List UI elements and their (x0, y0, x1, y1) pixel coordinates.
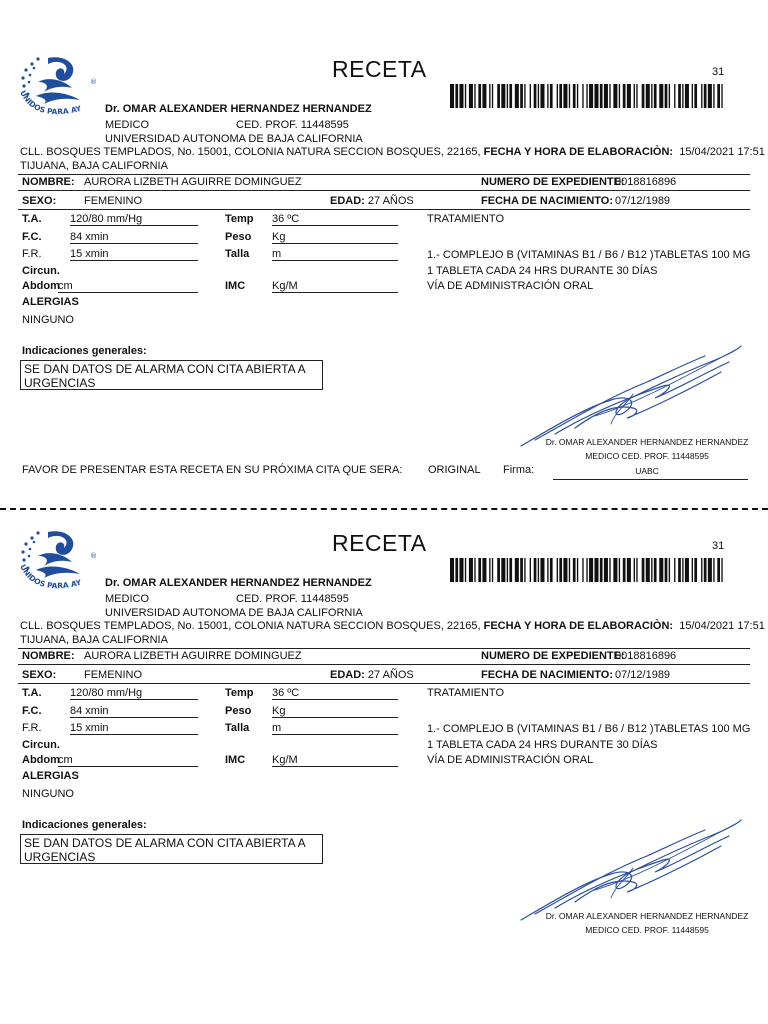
barcode-bar (674, 558, 675, 582)
tratamiento-line-2: 1 TABLETA CADA 24 HRS DURANTE 30 DÍAS (427, 739, 658, 751)
barcode-bar (713, 84, 714, 108)
sexo-value: FEMENINO (84, 669, 143, 681)
barcode-bar (665, 84, 668, 108)
tratamiento-line-1: 1.- COMPLEJO B (VITAMINAS B1 / B6 / B12 )TABLETAS 100 MG (427, 723, 751, 735)
barcode-bar (569, 558, 570, 582)
barcode-bar (582, 558, 583, 582)
peso-label: Peso (225, 705, 252, 717)
barcode-bar (530, 84, 531, 108)
barcode-bar (563, 558, 567, 582)
expediente-value: 0018816896 (615, 176, 677, 188)
barcode-bar (609, 84, 610, 108)
edad-label: EDAD: (330, 195, 365, 207)
barcode-bar (459, 558, 463, 582)
edad-value: 27 AÑOS (367, 195, 414, 207)
circun-label: Circun. (22, 265, 60, 277)
peso-value: Kg (272, 231, 398, 244)
nombre-value: AURORA LIZBETH AGUIRRE DOMINGUEZ (84, 650, 302, 662)
talla-value: m (272, 722, 398, 735)
barcode-bar (559, 84, 562, 108)
barcode-bar (530, 558, 531, 582)
ced-prof: CED. PROF. 11448595 (236, 593, 349, 605)
barcode-bar (582, 84, 583, 108)
barcode-bar (694, 558, 697, 582)
prescription-original (0, 0, 768, 480)
barcode-bar (600, 84, 603, 108)
doctor-name: Dr. OMAR ALEXANDER HERNANDEZ HERNANDEZ (105, 577, 372, 589)
barcode (450, 558, 724, 582)
barcode-bar (704, 558, 707, 582)
barcode-bar (538, 558, 539, 582)
barcode-bar (515, 84, 519, 108)
talla-label: Talla (225, 722, 250, 734)
barcode-bar (604, 84, 608, 108)
university: UNIVERSIDAD AUTONOMA DE BAJA CALIFORNIA (105, 607, 363, 619)
peso-label: Peso (225, 231, 252, 243)
barcode-bar (469, 558, 473, 582)
signature-org: UABC (635, 466, 659, 476)
fecha-value: 15/04/2021 17:51 (679, 146, 765, 158)
barcode-bar (577, 558, 578, 582)
barcode-bar (642, 84, 645, 108)
signature-ced: MEDICO CED. PROF. 11448595 (585, 451, 709, 461)
barcode-bar (654, 558, 657, 582)
ta-label: T.A. (22, 687, 42, 699)
barcode (450, 84, 724, 108)
address-line (20, 620, 765, 632)
barcode-bar (634, 84, 635, 108)
barcode-bar (600, 558, 603, 582)
barcode-bar (651, 558, 652, 582)
barcode-bar (685, 84, 689, 108)
barcode-bar (589, 84, 593, 108)
barcode-bar (474, 84, 475, 108)
doctor-title: MEDICO (105, 119, 149, 131)
signature-doctor-name: Dr. OMAR ALEXANDER HERNANDEZ HERNANDEZ (545, 911, 749, 921)
abdom-label: Abdom (22, 280, 60, 292)
barcode-bar (573, 84, 576, 108)
recipe-title: RECETA (332, 56, 427, 82)
logo (14, 52, 100, 130)
doctor-title: MEDICO (105, 593, 149, 605)
tratamiento-line-1: 1.- COMPLEJO B (VITAMINAS B1 / B6 / B12 )TABLETAS 100 MG (427, 249, 751, 261)
imc-label: IMC (225, 280, 246, 292)
barcode-bar (540, 84, 544, 108)
barcode-bar (586, 84, 587, 108)
barcode-bar (646, 558, 650, 582)
barcode-bar (482, 558, 486, 582)
barcode-bar (520, 84, 523, 108)
fc-label: F.C. (22, 705, 42, 717)
barcode-bar (515, 558, 519, 582)
logo-text: UNIDOS PARA AY (18, 88, 83, 117)
divider (18, 209, 750, 210)
footer-note: FAVOR DE PRESENTAR ESTA RECETA EN SU PRÓXIMA CITA QUE SERA: (22, 464, 403, 476)
barcode-bar (694, 84, 697, 108)
barcode-bar (550, 558, 553, 582)
barcode-bar (682, 558, 683, 582)
barcode-bar (692, 558, 693, 582)
temp-value: 36 ºC (272, 687, 398, 700)
barcode-bar (501, 558, 505, 582)
barcode-bar (636, 558, 637, 582)
barcode-bar (482, 84, 486, 108)
indicaciones-label: Indicaciones generales: (22, 345, 147, 357)
ta-label: T.A. (22, 213, 42, 225)
talla-label: Talla (225, 248, 250, 260)
fc-value: 84 xmin (70, 705, 198, 718)
nacimiento-label: FECHA DE NACIMIENTO: (481, 195, 613, 207)
barcode-bar (465, 84, 466, 108)
barcode-bar (717, 558, 720, 582)
barcode-bar (721, 84, 722, 108)
barcode-bar (685, 558, 689, 582)
barcode-bar (627, 558, 631, 582)
barcode-bar (619, 84, 620, 108)
divider (18, 190, 750, 191)
barcode-bar (721, 558, 722, 582)
svg-text:®: ® (90, 552, 97, 560)
fc-label: F.C. (22, 231, 42, 243)
barcode-bar (669, 84, 670, 108)
barcode-bar (604, 558, 608, 582)
barcode-bar (678, 558, 681, 582)
firma-label: Firma: (503, 464, 535, 476)
barcode-bar (674, 84, 675, 108)
nombre-label: NOMBRE: (22, 650, 75, 662)
divider (18, 648, 750, 649)
tratamiento-line-2: 1 TABLETA CADA 24 HRS DURANTE 30 DÍAS (427, 265, 658, 277)
barcode-bar (627, 84, 631, 108)
barcode-bar (577, 84, 578, 108)
city: TIJUANA, BAJA CALIFORNIA (20, 634, 168, 646)
circun-label: Circun. (22, 739, 60, 751)
barcode-bar (547, 84, 548, 108)
folio-number: 31 (712, 66, 725, 78)
alergias-label: ALERGIAS (22, 770, 79, 782)
signature-ced: MEDICO CED. PROF. 11448595 (585, 925, 709, 935)
barcode-bar (501, 84, 505, 108)
barcode-bar (594, 558, 598, 582)
barcode-bar (623, 558, 626, 582)
barcode-bar (489, 558, 490, 582)
doctor-name: Dr. OMAR ALEXANDER HERNANDEZ HERNANDEZ (105, 103, 372, 115)
fr-value: 15 xmin (70, 722, 198, 735)
barcode-bar (623, 84, 626, 108)
tratamiento-label: TRATAMIENTO (427, 213, 504, 225)
barcode-bar (507, 558, 508, 582)
tratamiento-line-3: VÍA DE ADMINISTRACIÓN ORAL (427, 754, 594, 766)
barcode-bar (465, 558, 466, 582)
nombre-value: AURORA LIZBETH AGUIRRE DOMINGUEZ (84, 176, 302, 188)
indicaciones-box: SE DAN DATOS DE ALARMA CON CITA ABIERTA A URGENCIAS (20, 834, 323, 864)
alergias-value: NINGUNO (22, 788, 74, 800)
edad-label: EDAD: (330, 669, 365, 681)
barcode-bar (478, 558, 481, 582)
barcode-bar (459, 84, 463, 108)
original-label: ORIGINAL (428, 464, 481, 476)
edad (330, 195, 414, 207)
ta-value: 120/80 mm/Hg (70, 213, 198, 226)
barcode-bar (704, 84, 707, 108)
barcode-bar (692, 84, 693, 108)
recipe-title: RECETA (332, 530, 427, 556)
address: CLL. BOSQUES TEMPLADOS, No. 15001, COLONIA NATURA SECCION BOSQUES, 22165, (20, 620, 481, 632)
barcode-bar (497, 558, 500, 582)
indicaciones-box: SE DAN DATOS DE ALARMA CON CITA ABIERTA A URGENCIAS (20, 360, 323, 390)
barcode-bar (559, 558, 562, 582)
divider (18, 174, 750, 175)
divider (18, 664, 750, 665)
peso-value: Kg (272, 705, 398, 718)
fc-value: 84 xmin (70, 231, 198, 244)
nombre-label: NOMBRE: (22, 176, 75, 188)
barcode-bar (509, 558, 512, 582)
abdom-value: cm (58, 280, 198, 293)
logo (14, 526, 100, 604)
abdom-label: Abdom (22, 754, 60, 766)
barcode-bar (520, 558, 523, 582)
svg-text:®: ® (90, 78, 97, 86)
signature-doctor-name: Dr. OMAR ALEXANDER HERNANDEZ HERNANDEZ (545, 437, 749, 447)
nacimiento-value: 07/12/1989 (615, 669, 671, 681)
fecha-label: FECHA Y HORA DE ELABORACIÒN: (483, 146, 674, 158)
sexo-label: SEXO: (22, 195, 57, 207)
fr-value: 15 xmin (70, 248, 198, 261)
barcode-bar (701, 558, 702, 582)
temp-label: Temp (225, 213, 254, 225)
expediente-label: NUMERO DE EXPEDIENTE: (481, 176, 625, 188)
barcode-bar (682, 84, 683, 108)
barcode-bar (665, 558, 668, 582)
barcode-bar (646, 84, 650, 108)
imc-value: Kg/M (272, 280, 398, 293)
barcode-bar (557, 558, 558, 582)
address: CLL. BOSQUES TEMPLADOS, No. 15001, COLONIA NATURA SECCION BOSQUES, 22165, (20, 146, 481, 158)
abdom-value: cm (58, 754, 198, 767)
imc-label: IMC (225, 754, 246, 766)
barcode-bar (492, 558, 493, 582)
alergias-label: ALERGIAS (22, 296, 79, 308)
ta-value: 120/80 mm/Hg (70, 687, 198, 700)
edad-value: 27 AÑOS (367, 669, 414, 681)
edad (330, 669, 414, 681)
barcode-bar (455, 558, 458, 582)
expediente-value: 0018816896 (615, 650, 677, 662)
fr-label: F.R. (22, 722, 42, 734)
barcode-bar (450, 84, 454, 108)
city: TIJUANA, BAJA CALIFORNIA (20, 160, 168, 172)
barcode-bar (586, 558, 587, 582)
logo-text: UNIDOS PARA AY (18, 562, 83, 591)
barcode-bar (534, 84, 537, 108)
barcode-bar (636, 84, 637, 108)
barcode-bar (619, 558, 620, 582)
barcode-bar (573, 558, 576, 582)
fecha-label: FECHA Y HORA DE ELABORACIÒN: (483, 620, 674, 632)
barcode-bar (613, 84, 617, 108)
sexo-label: SEXO: (22, 669, 57, 681)
barcode-bar (654, 84, 657, 108)
barcode-bar (455, 84, 458, 108)
tratamiento-line-3: VÍA DE ADMINISTRACIÓN ORAL (427, 280, 594, 292)
barcode-bar (659, 558, 663, 582)
temp-label: Temp (225, 687, 254, 699)
barcode-bar (713, 558, 714, 582)
barcode-bar (540, 558, 544, 582)
talla-value: m (272, 248, 398, 261)
fecha-value: 15/04/2021 17:51 (679, 620, 765, 632)
barcode-bar (450, 558, 454, 582)
university: UNIVERSIDAD AUTONOMA DE BAJA CALIFORNIA (105, 133, 363, 145)
address-line (20, 146, 765, 158)
barcode-bar (651, 84, 652, 108)
barcode-bar (589, 558, 593, 582)
barcode-bar (613, 558, 617, 582)
barcode-bar (642, 558, 645, 582)
nacimiento-label: FECHA DE NACIMIENTO: (481, 669, 613, 681)
barcode-bar (547, 558, 548, 582)
barcode-bar (669, 558, 670, 582)
alergias-value: NINGUNO (22, 314, 74, 326)
barcode-bar (534, 558, 537, 582)
barcode-bar (478, 84, 481, 108)
barcode-bar (524, 558, 525, 582)
temp-value: 36 ºC (272, 213, 398, 226)
barcode-bar (563, 84, 567, 108)
barcode-bar (469, 84, 473, 108)
barcode-bar (497, 84, 500, 108)
barcode-bar (509, 84, 512, 108)
barcode-bar (474, 558, 475, 582)
divider (18, 683, 750, 684)
indicaciones-label: Indicaciones generales: (22, 819, 147, 831)
ced-prof: CED. PROF. 11448595 (236, 119, 349, 131)
barcode-bar (659, 84, 663, 108)
barcode-bar (717, 84, 720, 108)
fr-label: F.R. (22, 248, 42, 260)
barcode-bar (701, 84, 702, 108)
barcode-bar (708, 558, 712, 582)
barcode-bar (557, 84, 558, 108)
barcode-bar (492, 84, 493, 108)
barcode-bar (507, 84, 508, 108)
barcode-bar (708, 84, 712, 108)
barcode-bar (678, 84, 681, 108)
barcode-bar (609, 558, 610, 582)
barcode-bar (569, 84, 570, 108)
sexo-value: FEMENINO (84, 195, 143, 207)
prescription-copy (0, 474, 768, 954)
folio-number: 31 (712, 540, 725, 552)
barcode-bar (634, 558, 635, 582)
barcode-bar (524, 84, 525, 108)
barcode-bar (538, 84, 539, 108)
barcode-bar (550, 84, 553, 108)
barcode-bar (489, 84, 490, 108)
imc-value: Kg/M (272, 754, 398, 767)
tratamiento-label: TRATAMIENTO (427, 687, 504, 699)
expediente-label: NUMERO DE EXPEDIENTE: (481, 650, 625, 662)
barcode-bar (594, 84, 598, 108)
nacimiento-value: 07/12/1989 (615, 195, 671, 207)
